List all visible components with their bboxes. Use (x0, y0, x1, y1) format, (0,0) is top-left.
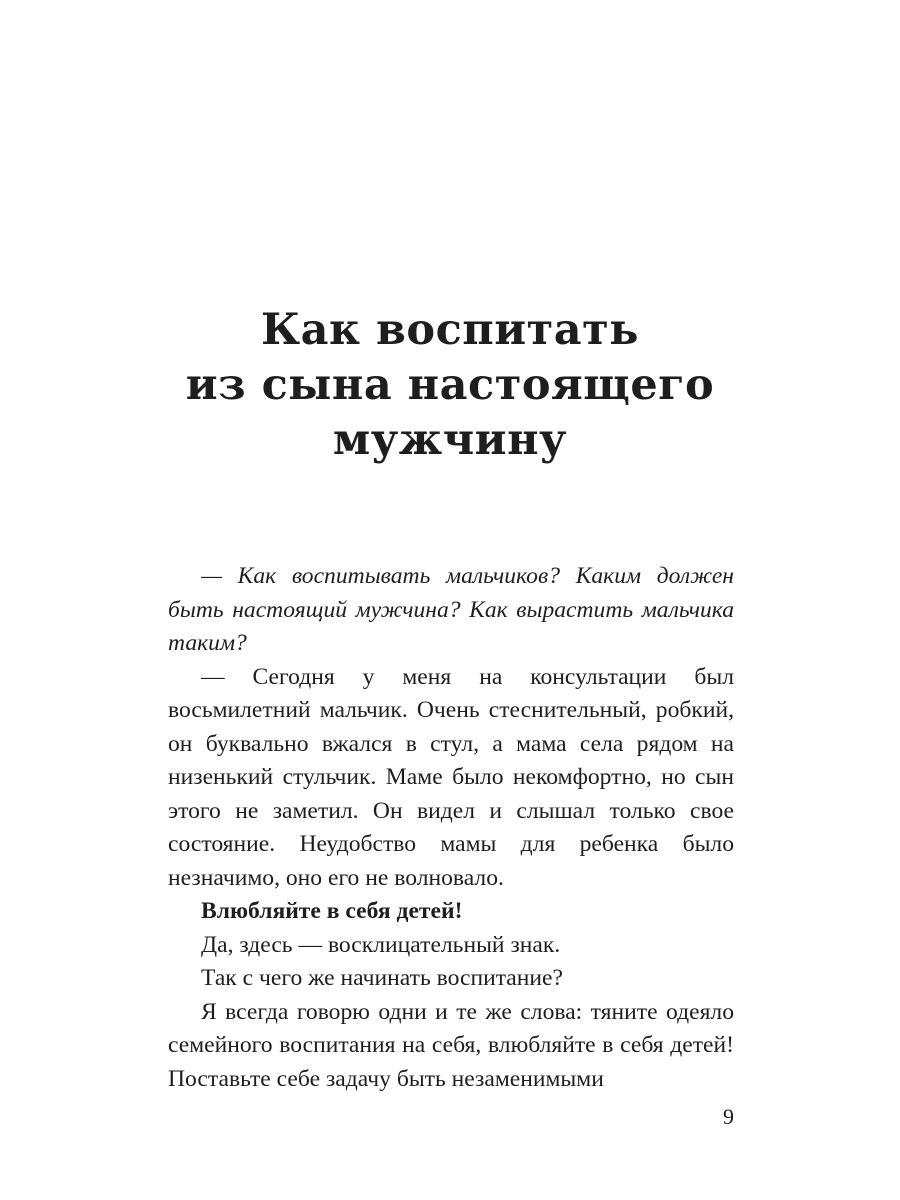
chapter-title-line-2: из сына настоящего (185, 360, 715, 410)
answer-paragraph: — Сегодня у меня на консультации был восьмилетний мальчик. Очень стеснительный, робкий, он буквально вжался в стул, а мама села рядом на низенький стульчик. Маме было некомфортно, но сын этого не заметил. Он видел и слышал только свое состояние. Неудобство мамы для ребенка было незначимо, оно его не волновало. (168, 663, 734, 891)
subheading: Влюбляйте в себя детей! (201, 898, 463, 924)
page-number: 9 (723, 1104, 734, 1129)
chapter-title (150, 303, 750, 468)
paragraph-question: Так с чего же начинать воспитание? (201, 965, 563, 991)
body-text (168, 560, 734, 1096)
chapter-title-line-3: мужчину (332, 415, 568, 465)
paragraph-exclamation: Да, здесь — восклицательный знак. (201, 931, 561, 958)
paragraph-advice: Я всегда говорю одни и те же слова: тяните одеяло семейного воспитания на себя, влюбляйте в себя детей! Поставьте себе задачу быть незаменимыми (168, 998, 734, 1092)
question-paragraph: — Как воспитывать мальчиков? Каким должен быть настоящий мужчина? Как вырастить мальчика таким? (168, 563, 734, 656)
chapter-title-line-1: Как воспитать (261, 305, 639, 355)
